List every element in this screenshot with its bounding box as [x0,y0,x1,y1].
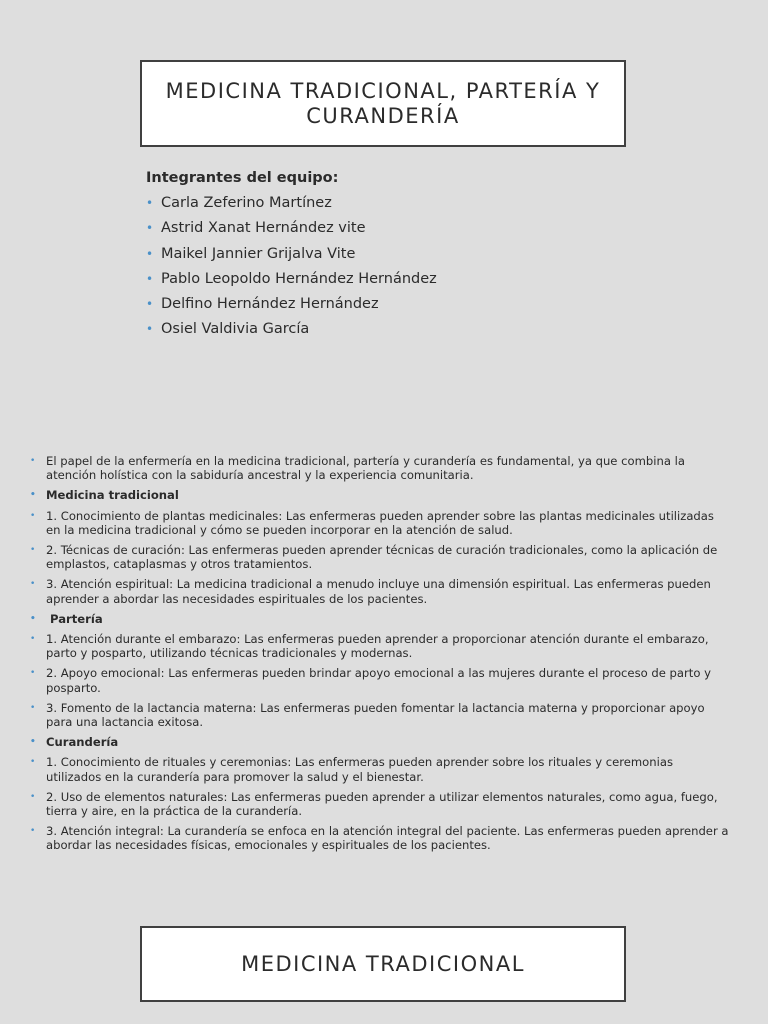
content-item-text: 1. Atención durante el embarazo: Las enfermeras pueden aprender a proporcionar atención durante el embarazo, parto y posparto, utilizando técnicas tradicionales y modernas. [46,632,709,661]
bullet-dot-icon: • [30,634,36,645]
content-item-text: Medicina tradicional [46,488,179,503]
content-item-text: 2. Apoyo emocional: Las enfermeras pueden brindar apoyo emocional a las mujeres durante el proceso de parto y posparto. [46,666,711,695]
content-item-text: El papel de la enfermería en la medicina tradicional, partería y curandería es fundamental, ya que combina la atención holística con la sabiduría ancestral y la experiencia comunitaria. [46,454,685,483]
bullet-dot-icon: • [30,791,36,802]
team-member-item [146,294,626,314]
content-item-text: 3. Atención integral: La curandería se enfoca en la atención integral del paciente. Las enfermeras pueden aprender a abordar las necesidades físicas, emocionales y espirituales de los pacientes. [46,824,729,853]
content-item [30,755,730,783]
content-item-text: Partería [46,611,103,626]
bullet-dot-icon: • [30,579,36,590]
content-item [30,577,730,605]
content-item-text: 3. Atención espiritual: La medicina tradicional a menudo incluye una dimensión espiritual. Las enfermeras pueden aprender a abordar las necesidades espirituales de los pacientes. [46,577,711,606]
bullet-dot-icon: • [146,246,154,261]
content-item [30,543,730,571]
team-member-item [146,244,626,264]
content-section [30,454,730,859]
team-member-name: Osiel Valdivia García [161,321,310,338]
content-item [30,701,730,729]
team-member-item [146,218,626,238]
bullet-dot-icon: • [146,221,154,236]
section-heading-curanderia [30,735,730,749]
team-section [146,168,626,345]
content-item [30,509,730,537]
team-member-name: Carla Zeferino Martínez [161,195,332,211]
team-member-list [146,193,626,339]
section-heading-parteria [30,612,730,626]
bullet-dot-icon: • [30,490,36,501]
title-bottom-text: MEDICINA TRADICIONAL [241,951,525,976]
content-item [30,790,730,818]
content-item-text: 1. Conocimiento de plantas medicinales: Las enfermeras pueden aprender sobre las plantas medicinales utilizadas en la medicina tradicional y cómo se pueden incorporar en la atención de salud. [46,508,714,537]
slide-title-bottom [140,926,626,1002]
bullet-dot-icon: • [30,737,36,748]
bullet-dot-icon: • [30,545,36,556]
content-item [30,666,730,694]
content-item [30,632,730,660]
title-top-text: MEDICINA TRADICIONAL, PARTERÍA Y CURANDERÍA [165,78,601,128]
bullet-dot-icon: • [30,702,36,713]
content-list [30,454,730,853]
team-member-item [146,269,626,289]
team-member-name: Astrid Xanat Hernández vite [161,220,366,237]
content-item [30,824,730,852]
team-member-item [146,193,626,213]
content-item-text: 2. Uso de elementos naturales: Las enfermeras pueden aprender a utilizar elementos naturales, como agua, fuego, tierra y aire, en la práctica de la curandería. [46,789,718,819]
bullet-dot-icon: • [30,456,36,466]
bullet-dot-icon: • [146,322,154,337]
bullet-dot-icon: • [30,826,36,837]
bullet-dot-icon: • [30,757,36,768]
team-member-name: Maikel Jannier Grijalva Vite [161,245,356,262]
slide-title-top [140,60,626,147]
bullet-dot-icon: • [146,196,154,210]
team-member-name: Pablo Leopoldo Hernández Hernández [161,270,437,287]
bullet-dot-icon: • [30,510,36,521]
content-item-text: Curandería [46,735,119,750]
bullet-dot-icon: • [146,297,154,312]
content-item-text: 1. Conocimiento de rituales y ceremonias: Las enfermeras pueden aprender sobre los rituales y ceremonias utilizados en la curandería para promover la salud y el bienestar. [46,755,673,784]
content-item-text: 2. Técnicas de curación: Las enfermeras pueden aprender técnicas de curación tradicionales, como la aplicación de emplastos, cataplasmas y otros tratamientos. [46,543,718,572]
team-member-name: Delfino Hernández Hernández [161,296,379,313]
bullet-dot-icon: • [30,613,36,624]
team-heading: Integrantes del equipo: [146,170,339,186]
content-item-intro [30,454,730,482]
section-heading-medicina-tradicional [30,488,730,502]
team-member-item [146,319,626,339]
bullet-dot-icon: • [146,271,154,286]
content-item-text: 3. Fomento de la lactancia materna: Las enfermeras pueden fomentar la lactancia materna y proporcionar apoyo para una lactancia exitosa. [46,700,705,730]
bullet-dot-icon: • [30,668,36,679]
